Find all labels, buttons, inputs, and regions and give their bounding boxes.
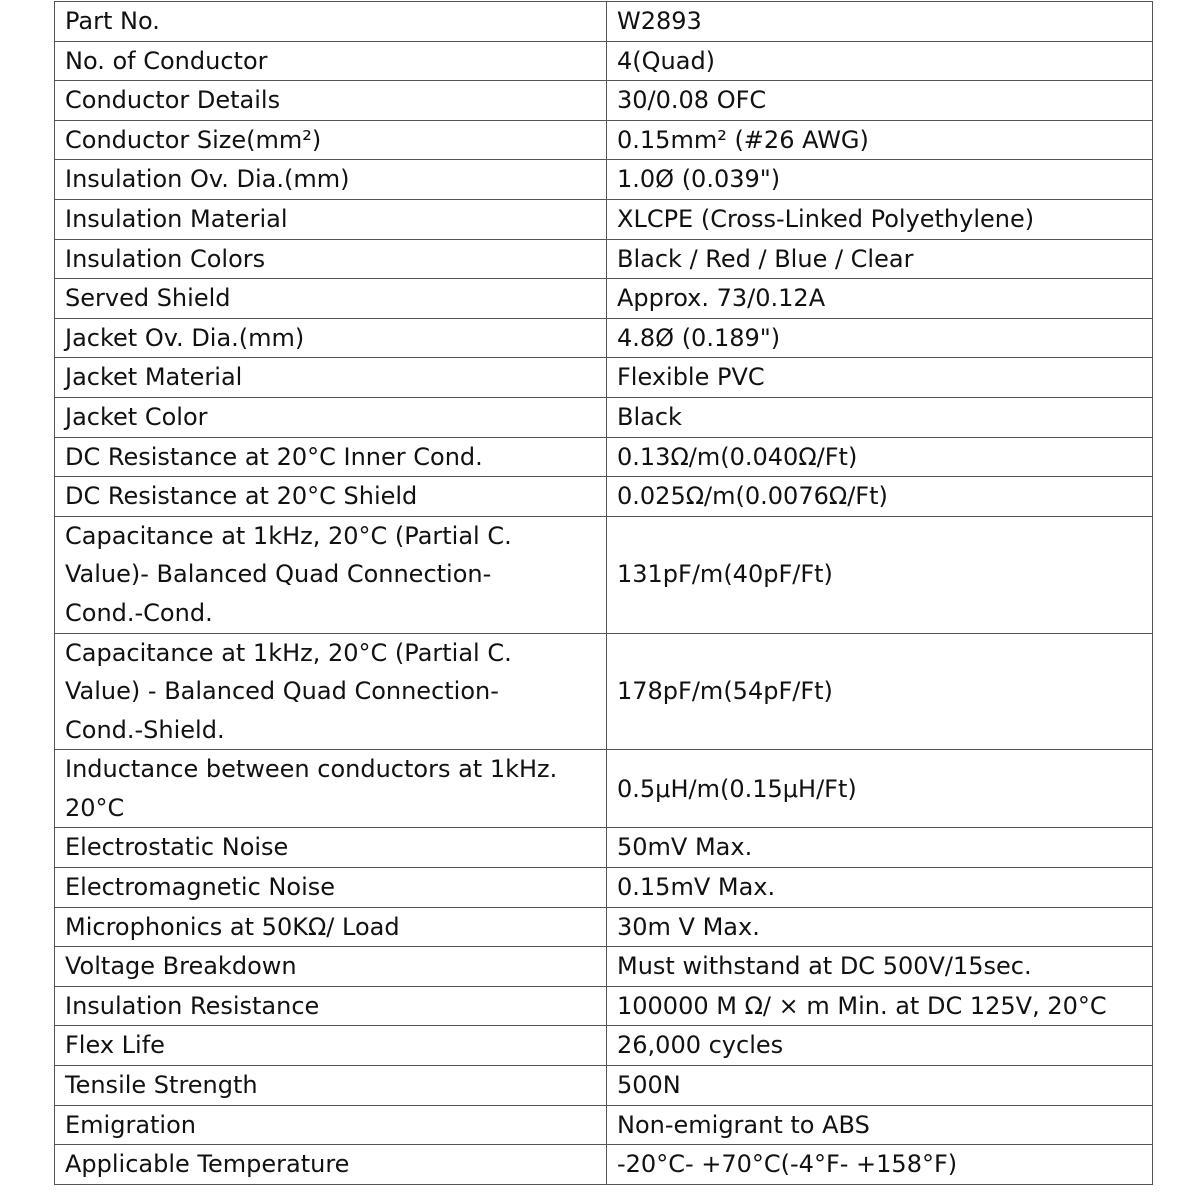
row-label: Insulation Resistance [55, 986, 607, 1026]
table-row [55, 239, 1153, 279]
row-label: Capacitance at 1kHz, 20°C (Partial C. Value) - Balanced Quad Connection- Cond.-Shield. [55, 633, 607, 750]
table-row [55, 41, 1153, 81]
table-row [55, 477, 1153, 517]
table-row [55, 2, 1153, 42]
table-row [55, 160, 1153, 200]
row-value: 30m V Max. [607, 907, 1153, 947]
table-row [55, 397, 1153, 437]
table-row [55, 633, 1153, 750]
row-label: Jacket Ov. Dia.(mm) [55, 318, 607, 358]
table-row [55, 828, 1153, 868]
row-value: Non-emigrant to ABS [607, 1105, 1153, 1145]
table-row [55, 868, 1153, 908]
table-row [55, 318, 1153, 358]
table-row [55, 358, 1153, 398]
table-row [55, 279, 1153, 319]
row-label: Electromagnetic Noise [55, 868, 607, 908]
table-row [55, 986, 1153, 1026]
row-value: 500N [607, 1066, 1153, 1106]
table-row [55, 750, 1153, 828]
row-label: DC Resistance at 20°C Inner Cond. [55, 437, 607, 477]
row-label: DC Resistance at 20°C Shield [55, 477, 607, 517]
row-value: 4.8Ø (0.189") [607, 318, 1153, 358]
row-label: Emigration [55, 1105, 607, 1145]
row-label: Conductor Details [55, 81, 607, 121]
row-value: XLCPE (Cross-Linked Polyethylene) [607, 199, 1153, 239]
row-value: 0.5μH/m(0.15μH/Ft) [607, 750, 1153, 828]
row-label: Flex Life [55, 1026, 607, 1066]
row-label: Electrostatic Noise [55, 828, 607, 868]
row-value: W2893 [607, 2, 1153, 42]
table-row [55, 1145, 1153, 1185]
row-label: Voltage Breakdown [55, 947, 607, 987]
row-value: Must withstand at DC 500V/15sec. [607, 947, 1153, 987]
row-label: Insulation Ov. Dia.(mm) [55, 160, 607, 200]
row-value: -20°C- +70°C(-4°F- +158°F) [607, 1145, 1153, 1185]
row-value: 50mV Max. [607, 828, 1153, 868]
table-row [55, 81, 1153, 121]
row-label: Microphonics at 50KΩ/ Load [55, 907, 607, 947]
row-label: Jacket Color [55, 397, 607, 437]
table-row [55, 1066, 1153, 1106]
table-row [55, 120, 1153, 160]
row-label: Insulation Colors [55, 239, 607, 279]
row-value: 4(Quad) [607, 41, 1153, 81]
row-value: 178pF/m(54pF/Ft) [607, 633, 1153, 750]
row-value: 1.0Ø (0.039") [607, 160, 1153, 200]
table-row [55, 516, 1153, 633]
row-value: Black [607, 397, 1153, 437]
table-row [55, 1105, 1153, 1145]
table-row [55, 437, 1153, 477]
row-value: 0.15mV Max. [607, 868, 1153, 908]
row-value: 131pF/m(40pF/Ft) [607, 516, 1153, 633]
row-value: Approx. 73/0.12A [607, 279, 1153, 319]
row-label: Insulation Material [55, 199, 607, 239]
row-label: Applicable Temperature [55, 1145, 607, 1185]
row-value: Black / Red / Blue / Clear [607, 239, 1153, 279]
row-value: 30/0.08 OFC [607, 81, 1153, 121]
row-label: Capacitance at 1kHz, 20°C (Partial C. Value)- Balanced Quad Connection- Cond.-Cond. [55, 516, 607, 633]
row-label: No. of Conductor [55, 41, 607, 81]
table-row [55, 947, 1153, 987]
row-value: 100000 M Ω/ × m Min. at DC 125V, 20°C [607, 986, 1153, 1026]
table-row [55, 199, 1153, 239]
row-value: 0.025Ω/m(0.0076Ω/Ft) [607, 477, 1153, 517]
row-value: 0.15mm² (#26 AWG) [607, 120, 1153, 160]
row-value: 0.13Ω/m(0.040Ω/Ft) [607, 437, 1153, 477]
row-label: Part No. [55, 2, 607, 42]
row-label: Jacket Material [55, 358, 607, 398]
row-label: Inductance between conductors at 1kHz. 20°C [55, 750, 607, 828]
row-label: Served Shield [55, 279, 607, 319]
table-row [55, 907, 1153, 947]
row-label: Tensile Strength [55, 1066, 607, 1106]
table-row [55, 1026, 1153, 1066]
spec-table [54, 1, 1153, 1185]
row-value: 26,000 cycles [607, 1026, 1153, 1066]
row-value: Flexible PVC [607, 358, 1153, 398]
row-label: Conductor Size(mm²) [55, 120, 607, 160]
